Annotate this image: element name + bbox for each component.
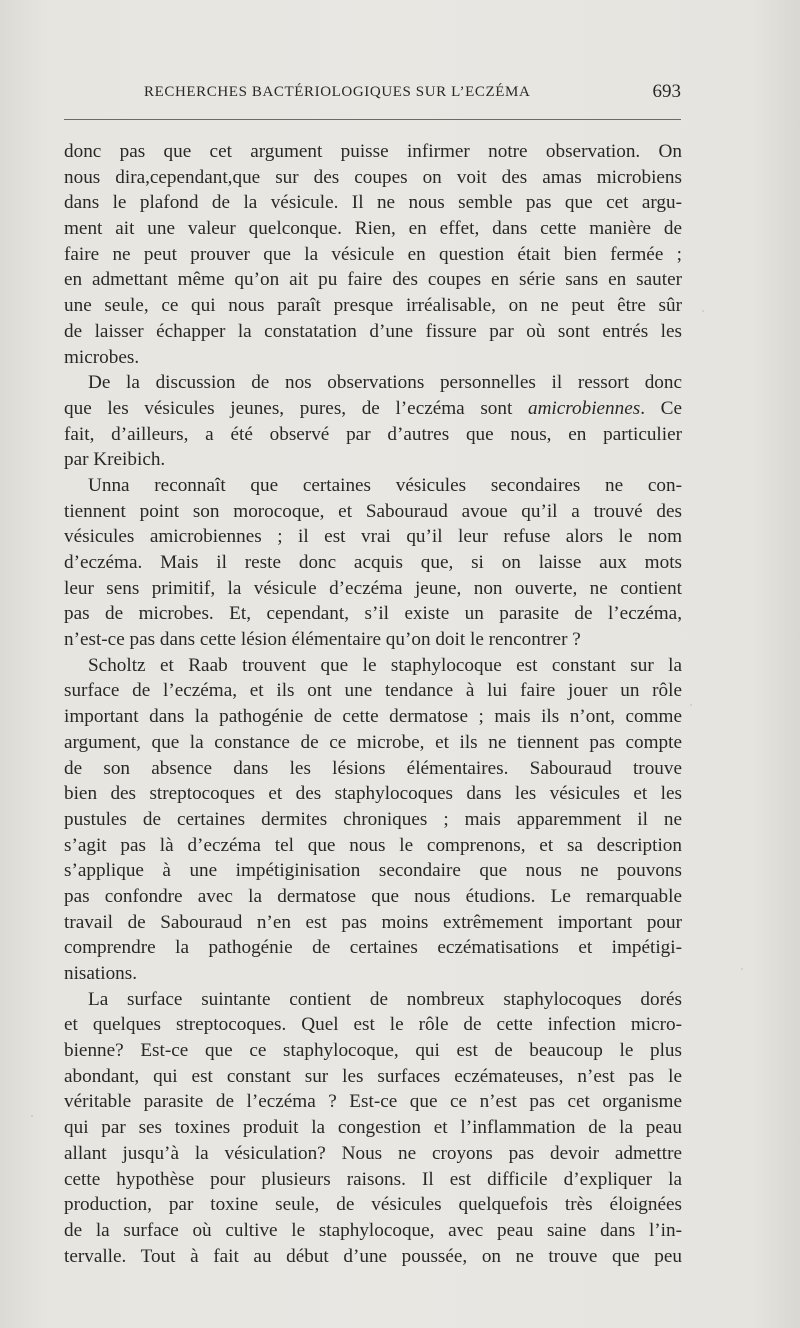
text-line: leur sens primitif, la vésicule d’eczéma jeune, non ouverte, ne contient [64, 577, 682, 599]
text-line: bien des streptocoques et des staphylocoques dans les vésicules et les [64, 783, 682, 805]
paragraph-start-line: Unna reconnaît que certaines vésicules secondaires ne con- [88, 474, 682, 496]
text-line: de laisser échapper la constatation d’une fissure par où sont entrés les [64, 320, 682, 342]
paper-speck [702, 310, 704, 312]
text-line: faire ne peut prouver que la vésicule en question était bien fermée ; [64, 243, 682, 265]
text-line: important dans la pathogénie de cette dermatose ; mais ils n’ont, comme [64, 706, 682, 728]
text-line: une seule, ce qui nous paraît presque irréalisable, on ne peut être sûr [64, 295, 682, 317]
paragraph-end-line: microbes. [64, 346, 140, 368]
text-line: pas confondre avec la dermatose que nous étudions. Le remarquable [64, 885, 682, 907]
text-line: de son absence dans les lésions élémentaires. Sabouraud trouve [64, 757, 682, 779]
paragraph-end-line: par Kreibich. [64, 449, 166, 471]
text-line: tiennent point son morocoque, et Sabouraud avoue qu’il a trouvé des [64, 500, 682, 522]
text-line: qui par ses toxines produit la congestion et l’inflammation de la peau [64, 1117, 682, 1139]
text-line: pustules de certaines dermites chroniques ; mais apparemment il ne [64, 808, 682, 830]
text-line: s’agit pas là d’eczéma tel que nous le comprenons, et sa description [64, 834, 682, 856]
text-line: vésicules amicrobiennes ; il est vrai qu’il leur refuse alors le nom [64, 526, 682, 548]
text-line: allant jusqu’à la vésiculation? Nous ne croyons pas devoir admettre [64, 1142, 682, 1164]
page-number: 693 [652, 81, 681, 102]
text-line: s’applique à une impétiginisation secondaire que nous ne pouvons [64, 860, 682, 882]
text-line: pas de microbes. Et, cependant, s’il existe un parasite de l’eczéma, [64, 603, 682, 625]
text-line: surface de l’eczéma, et ils ont une tendance à lui faire jouer un rôle [64, 680, 682, 702]
text-line: en admettant même qu’on ait pu faire des coupes en série sans en sauter [64, 269, 682, 291]
text-line: comprendre la pathogénie de certaines eczématisations et impétigi- [64, 937, 682, 959]
text-line: bienne? Est-ce que ce staphylocoque, qui est de beaucoup le plus [64, 1040, 682, 1062]
text-line: nous dira,cependant,que sur des coupes on voit des amas microbiens [64, 166, 682, 188]
paragraph-end-line: nisations. [64, 963, 138, 984]
text-line: fait, d’ailleurs, a été observé par d’autres que nous, en particulier [64, 423, 682, 445]
line-before-emphasis: que les vésicules jeunes, pures, de l’eczéma sont [64, 397, 528, 419]
paper-speck [690, 704, 692, 706]
emphasized-term: amicrobiennes [527, 397, 641, 419]
page-header [64, 81, 681, 108]
article-body [64, 139, 682, 1269]
text-line: production, par toxine seule, de vésicules quelquefois très éloignées [64, 1194, 682, 1216]
text-line: de la surface où cultive le staphylocoque, avec peau saine dans l’in- [64, 1219, 682, 1241]
text-line: donc pas que cet argument puisse infirmer notre observation. On [64, 141, 682, 162]
text-line: cette hypothèse pour plusieurs raisons. Il est difficile d’expliquer la [64, 1168, 682, 1190]
header-rule [64, 119, 681, 120]
text-line: tervalle. Tout à fait au début d’une poussée, on ne trouve que peu [64, 1245, 682, 1267]
paper-speck [741, 968, 743, 970]
text-line: argument, que la constance de ce microbe, et ils ne tiennent pas compte [64, 731, 682, 753]
paragraph-end-line: n’est-ce pas dans cette lésion élémentaire qu’on doit le rencontrer ? [64, 629, 581, 651]
line-after-emphasis: . Ce [640, 397, 682, 419]
paragraph-start-line: La surface suintante contient de nombreux staphylocoques dorés [88, 988, 682, 1010]
text-line: abondant, qui est constant sur les surfaces eczémateuses, n’est pas le [64, 1065, 682, 1087]
paper-speck [31, 1115, 33, 1117]
text-line: d’eczéma. Mais il reste donc acquis que, si on laisse aux mots [64, 552, 682, 573]
paragraph-start-line: Scholtz et Raab trouvent que le staphylocoque est constant sur la [88, 654, 682, 676]
text-line: travail de Sabouraud n’en est pas moins extrêmement important pour [64, 911, 682, 933]
paragraph-start-line: De la discussion de nos observations personnelles il ressort donc [88, 372, 682, 394]
text-line: et quelques streptocoques. Quel est le rôle de cette infection micro- [64, 1014, 682, 1036]
text-line: dans le plafond de la vésicule. Il ne nous semble pas que cet argu- [64, 192, 682, 214]
text-line: ment ait une valeur quelconque. Rien, en effet, dans cette manière de [64, 218, 682, 240]
text-line: véritable parasite de l’eczéma ? Est-ce que ce n’est pas cet organisme [64, 1091, 682, 1113]
running-title: RECHERCHES BACTÉRIOLOGIQUES SUR L’ECZÉMA [144, 84, 531, 100]
text-line-with-emphasis [64, 396, 682, 422]
